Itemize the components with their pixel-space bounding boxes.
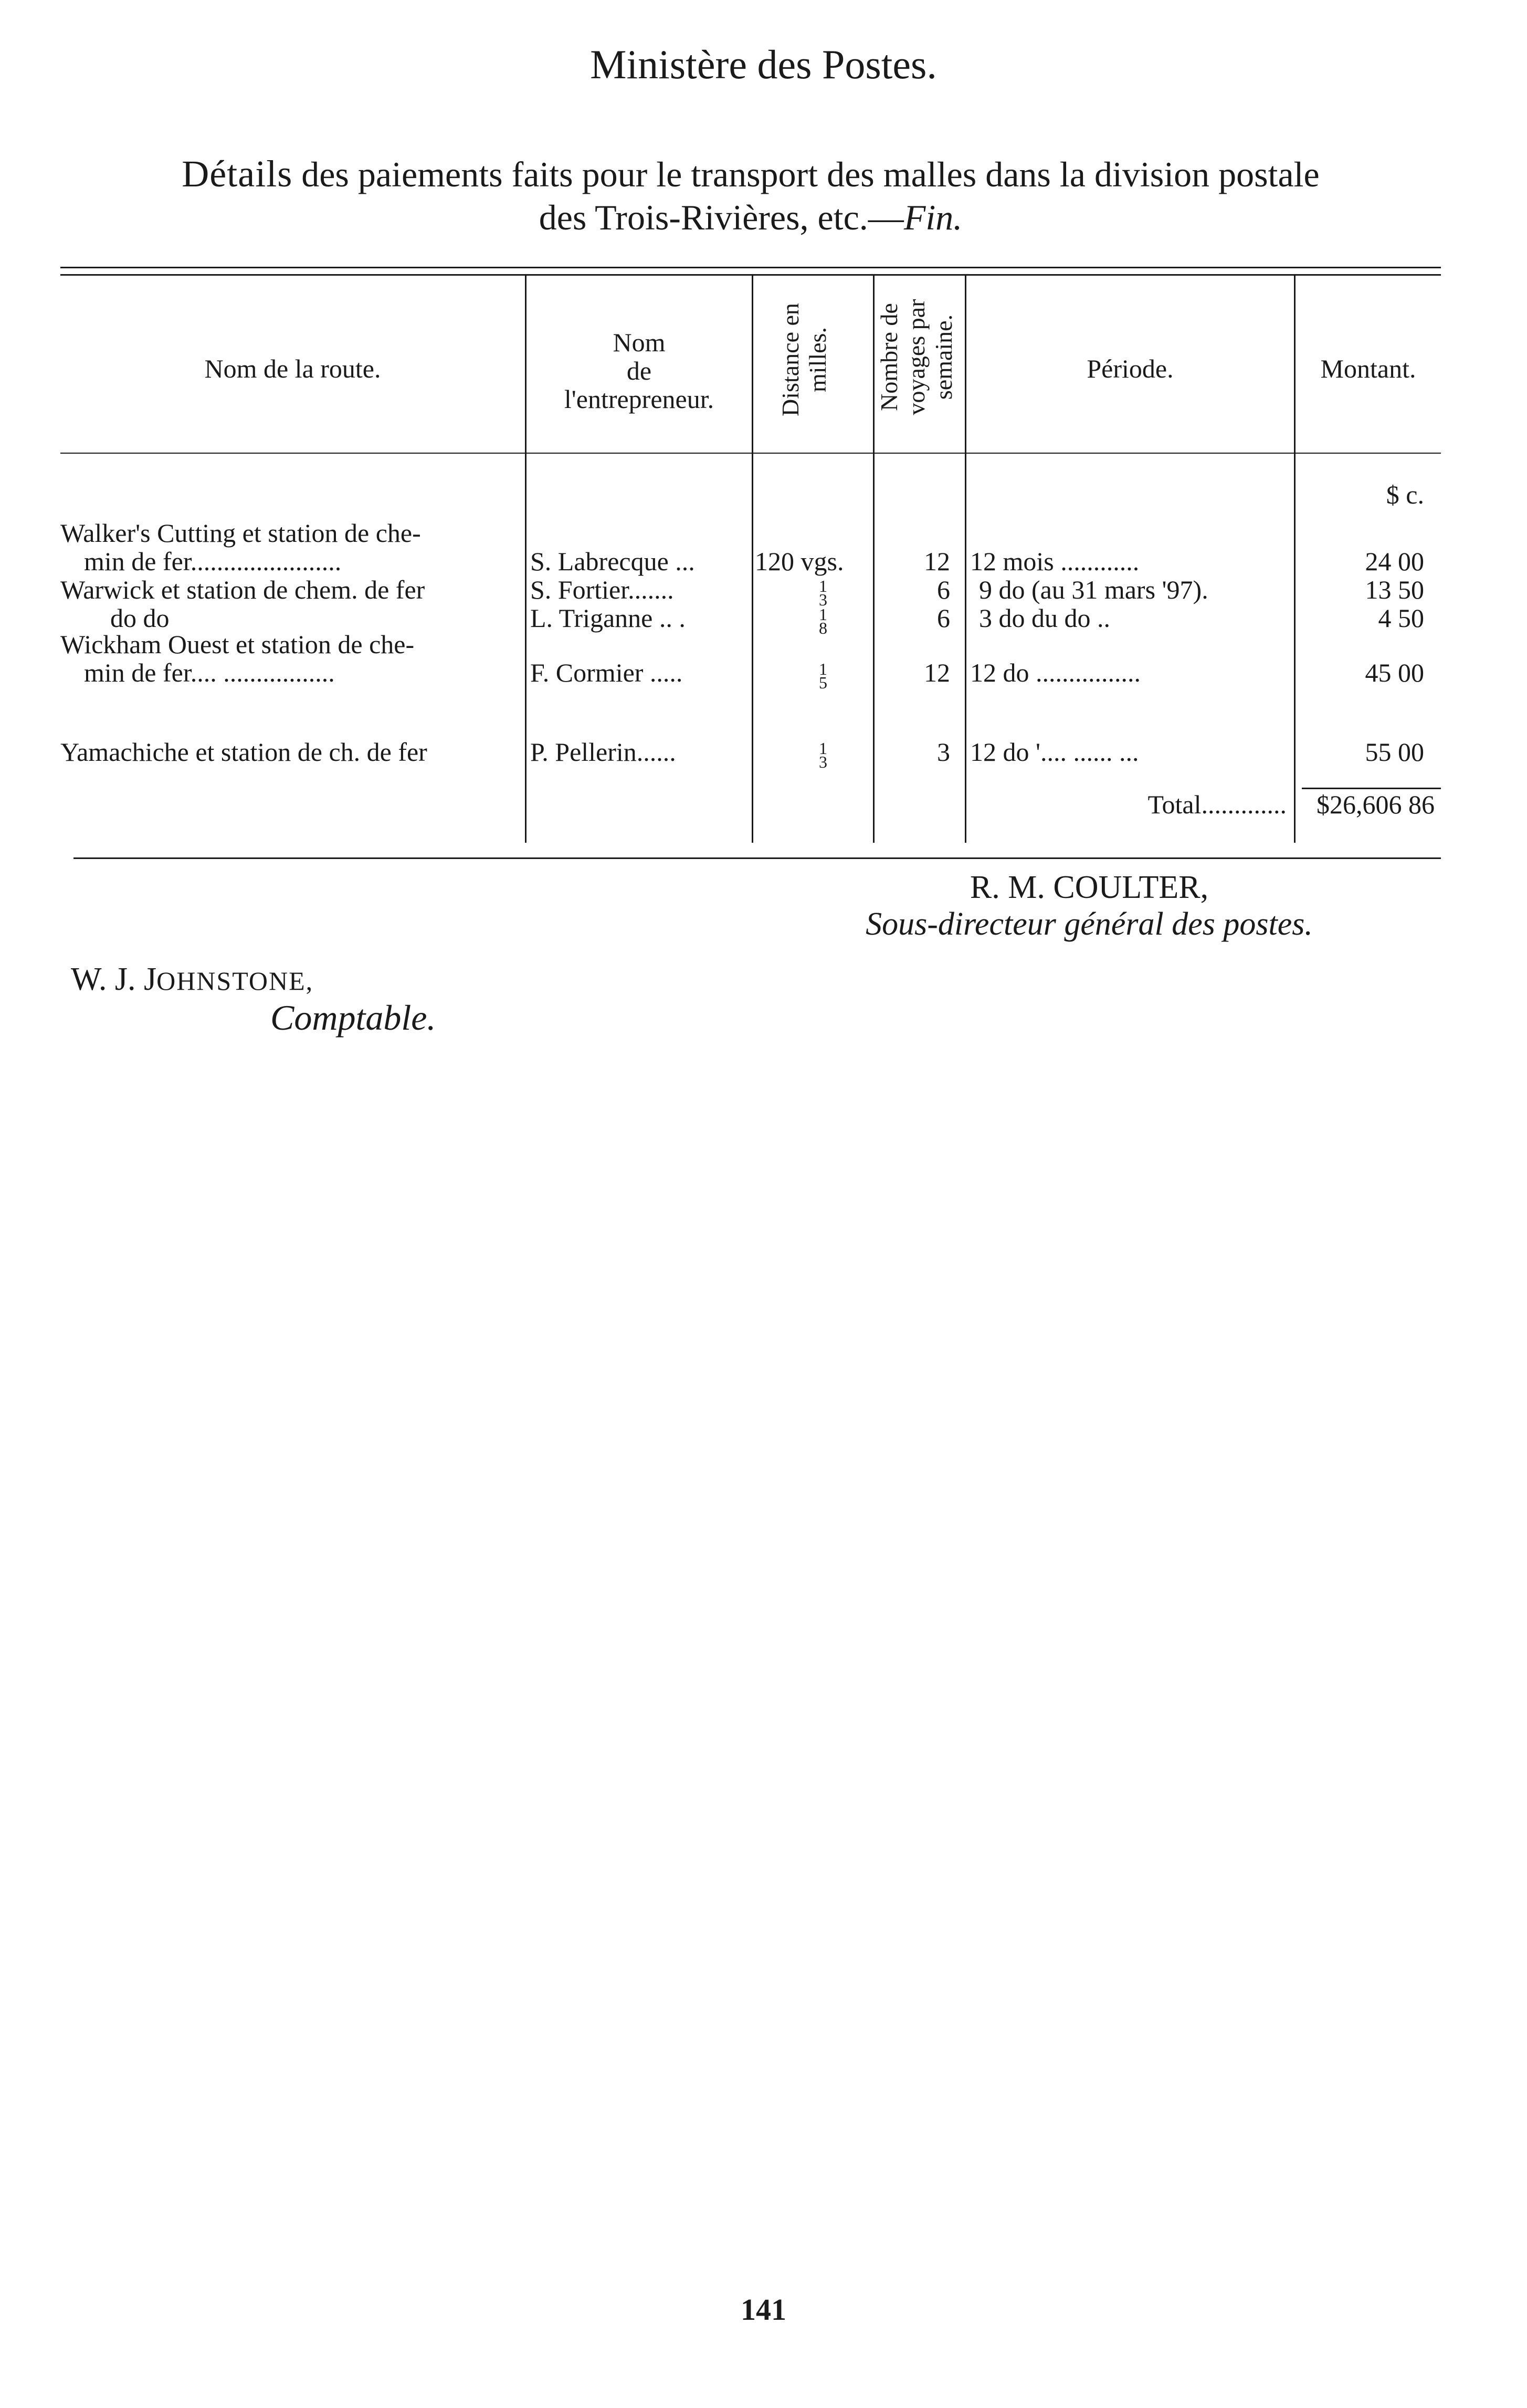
signature-left [71, 961, 436, 1036]
table-bottom-rule [73, 857, 1441, 859]
table-row-4-amount: 45 00 [1365, 658, 1424, 687]
header-period: Période. [1087, 354, 1174, 383]
total-label: Total............. [1147, 790, 1287, 819]
table-row-5-contractor: P. Pellerin...... [530, 737, 676, 767]
table-row-4-distance: 1 5 [819, 659, 827, 692]
col-divider-3 [873, 276, 875, 843]
total-amount: $26,606 86 [1317, 790, 1435, 819]
table-row-3-distance: 1 8 [819, 604, 827, 637]
table-row-1-amount: 24 00 [1365, 547, 1424, 576]
table-row-2-trips: 6 [937, 575, 950, 604]
currency-unit: $ c. [1386, 480, 1424, 509]
header-contractor: Nom de l'entrepreneur. [564, 328, 714, 414]
table-row-1-trips: 12 [924, 547, 950, 576]
col-divider-2 [752, 276, 753, 843]
table-row-2-contractor: S. Fortier....... [530, 575, 674, 604]
table-row-5-amount: 55 00 [1365, 737, 1424, 767]
header-trips: Nombre de voyages par semaine. [876, 299, 957, 415]
table-row-5-period: 12 do '.... ...... ... [970, 737, 1139, 767]
table-row-3-trips: 6 [937, 603, 950, 633]
heading-lead: Détails [182, 153, 293, 195]
table-row-3-route: do do [110, 603, 170, 633]
table-row-5-trips: 3 [937, 737, 950, 767]
heading-rest: des paiements faits pour le transport des malles dans la division postale [292, 154, 1320, 194]
table-row-3-contractor: L. Triganne .. . [530, 603, 686, 633]
header-distance: Distance en milles. [777, 303, 831, 416]
table-row-4-period: 12 do ................ [970, 658, 1141, 687]
page-title: Ministère des Postes. [590, 41, 937, 87]
table-row-3-amount: 4 50 [1378, 603, 1424, 633]
table-row-4-trips: 12 [924, 658, 950, 687]
table-row-1-distance: 120 vgs. [755, 547, 844, 576]
header-bottom-rule [60, 453, 1441, 454]
table-row-2-amount: 13 50 [1365, 575, 1424, 604]
signatory-name-coulter: R. M. COULTER, [970, 870, 1209, 905]
table-row-5-distance: 1 3 [819, 738, 827, 771]
signatory-title-johnstone: Comptable. [270, 998, 436, 1038]
table-row-2-period: 9 do (au 31 mars '97). [979, 575, 1208, 604]
table-row-4-contractor: F. Cormier ..... [530, 658, 683, 687]
table-row-2-route: Warwick et station de chem. de fer [60, 575, 425, 604]
table-top-rule [60, 267, 1441, 268]
heading-line-1 [52, 152, 1449, 196]
page-number: 141 [741, 2292, 786, 2327]
heading-line-2: des Trois-Rivières, etc.—Fin. [539, 197, 963, 237]
header-amount: Montant. [1320, 354, 1416, 383]
header-route: Nom de la route. [204, 354, 381, 383]
total-rule [1302, 788, 1441, 789]
table-row-3-period: 3 do du do .. [979, 603, 1110, 633]
table-row-1-period: 12 mois ............ [970, 547, 1140, 576]
signatory-name-johnstone: W. J. JOHNSTONE, [71, 961, 314, 997]
table-row-4-route: Wickham Ouest et station de che- min de fer.... ................. [60, 630, 415, 687]
signature-right [787, 869, 1391, 943]
table-row-1-route: Walker's Cutting et station de che- min de fer....................... [60, 518, 421, 576]
table-row-5-route: Yamachiche et station de ch. de fer [60, 737, 427, 767]
table-row-2-distance: 1 3 [819, 576, 827, 609]
table-row-1-contractor: S. Labrecque ... [530, 547, 695, 576]
document-heading [52, 152, 1449, 239]
table-top-rule-2 [60, 274, 1441, 276]
signatory-title-coulter: Sous-directeur général des postes. [866, 906, 1313, 942]
